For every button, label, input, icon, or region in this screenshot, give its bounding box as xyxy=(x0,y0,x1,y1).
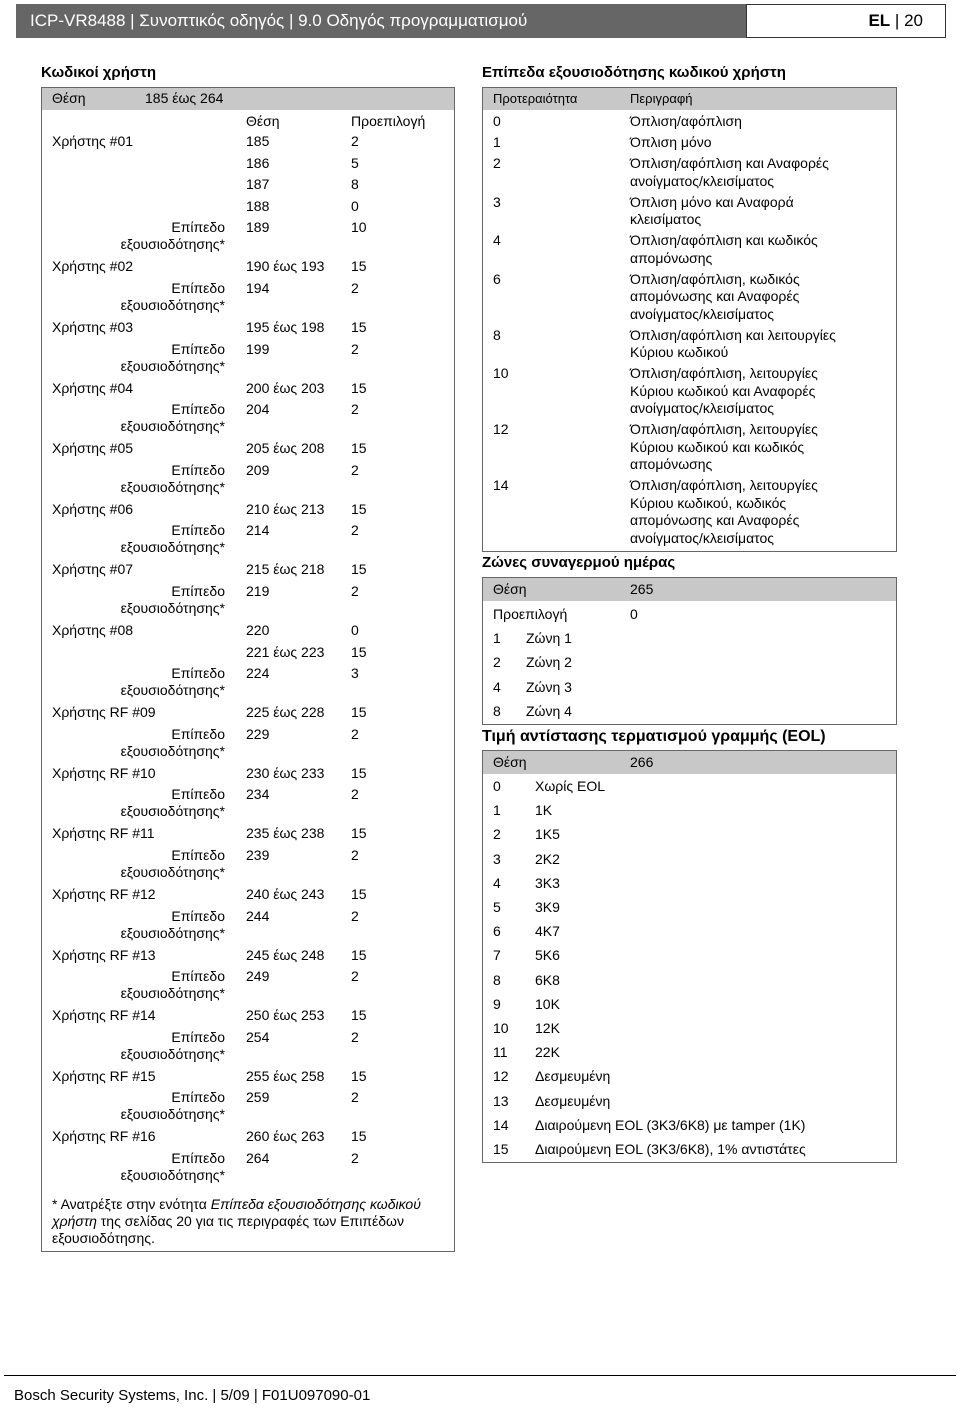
auth-level-label-2: εξουσιοδότησης* xyxy=(120,803,225,820)
priority-value: 1 xyxy=(493,134,501,150)
row-default: 2 xyxy=(351,907,359,924)
row-default: 2 xyxy=(351,133,359,149)
row-default: 15 xyxy=(351,440,367,457)
auth-level-label-2: εξουσιοδότησης* xyxy=(120,600,225,616)
eol-number: 5 xyxy=(493,899,501,915)
row-position: 221 έως 223 xyxy=(246,643,325,660)
zones-def-label: Προεπιλογή xyxy=(493,606,568,622)
description-line: Όπλιση/αφόπλιση και Αναφορές xyxy=(630,155,829,171)
row-default: 15 xyxy=(351,1067,367,1084)
row-position: 219 xyxy=(246,583,270,599)
header-lang: EL xyxy=(868,11,891,30)
eol-value: 3K3 xyxy=(535,874,560,891)
description-line: απομόνωσης xyxy=(630,456,713,472)
col-default: Προεπιλογή xyxy=(351,113,426,129)
row-position: 210 έως 213 xyxy=(246,500,325,517)
user-label: Χρήστης #04 xyxy=(52,379,134,396)
user-label: Χρήστης #08 xyxy=(52,622,134,638)
zone-name: Ζώνη 4 xyxy=(526,703,572,720)
row-position: 240 έως 243 xyxy=(246,886,325,902)
user-label: Χρήστης #02 xyxy=(52,258,134,275)
auth-level-label-2: εξουσιοδότησης* xyxy=(120,924,225,941)
eol-value: Διαιρούμενη EOL (3K3/6K8), 1% αντιστάτες xyxy=(535,1141,806,1157)
auth-level-label-2: εξουσιοδότησης* xyxy=(120,236,225,253)
eol-number: 1 xyxy=(493,802,501,819)
row-default: 2 xyxy=(351,847,359,863)
user-label: Χρήστης RF #14 xyxy=(52,1007,156,1024)
row-position: 186 xyxy=(246,154,270,171)
row-position: 187 xyxy=(246,176,270,193)
zones-table xyxy=(482,577,897,725)
description-line: Όπλιση/αφόπλιση xyxy=(630,113,742,129)
eol-number: 8 xyxy=(493,971,501,988)
eol-title: Τιμή αντίστασης τερματισμού γραμμής (EOL) xyxy=(482,728,826,745)
row-position: 185 xyxy=(246,133,270,149)
zone-number: 2 xyxy=(493,654,501,671)
description-line: Όπλιση/αφόπλιση, λειτουργίες xyxy=(630,477,818,493)
row-position: 255 έως 258 xyxy=(246,1067,325,1084)
auth-level-label: Επίπεδο xyxy=(171,786,225,803)
row-position: 188 xyxy=(246,197,270,214)
zone-number: 4 xyxy=(493,678,501,695)
auth-level-label: Επίπεδο xyxy=(171,219,225,236)
user-label: Χρήστης RF #10 xyxy=(52,764,156,781)
eol-value: 1K5 xyxy=(535,826,560,843)
auth-level-label: Επίπεδο xyxy=(171,1028,225,1045)
footer-text: Bosch Security Systems, Inc. | 5/09 | F01U097090-01 xyxy=(14,1387,371,1404)
position-range: 185 έως 264 xyxy=(145,90,224,106)
description-line: Όπλιση/αφόπλιση και λειτουργίες xyxy=(630,326,836,343)
auth-level-label-2: εξουσιοδότησης* xyxy=(120,1045,225,1062)
row-position: 215 έως 218 xyxy=(246,561,325,578)
priority-value: 0 xyxy=(493,113,501,129)
row-position: 239 xyxy=(246,847,270,863)
eol-pos-row xyxy=(483,751,896,774)
auth-level-label: Επίπεδο xyxy=(171,522,225,539)
priority-value: 8 xyxy=(493,326,501,343)
auth-level-label: Επίπεδο xyxy=(171,1089,225,1106)
row-position: 249 xyxy=(246,968,270,985)
zones-pos-value: 265 xyxy=(630,581,654,597)
eol-value: Δεσμευμένη xyxy=(535,1092,611,1109)
row-default: 15 xyxy=(351,704,367,721)
row-default: 2 xyxy=(351,461,359,478)
row-default: 2 xyxy=(351,1089,359,1106)
row-position: 189 xyxy=(246,219,270,236)
footnote-pre: Ανατρέξτε στην ενότητα xyxy=(60,1196,211,1212)
eol-value: Χωρίς EOL xyxy=(535,778,605,794)
auth-level-label: Επίπεδο xyxy=(171,847,225,863)
col-priority: Προτεραιότητα xyxy=(493,91,578,106)
user-label: Χρήστης RF #16 xyxy=(52,1128,156,1145)
row-default: 15 xyxy=(351,886,367,902)
zones-def-value: 0 xyxy=(630,606,638,622)
eol-value: 4K7 xyxy=(535,923,560,940)
row-default: 15 xyxy=(351,1007,367,1024)
page-header xyxy=(16,4,946,38)
eol-number: 12 xyxy=(493,1068,509,1085)
zone-name: Ζώνη 2 xyxy=(526,654,572,671)
eol-value: 10K xyxy=(535,995,560,1012)
description-line: απομόνωσης και Αναφορές xyxy=(630,288,800,304)
row-default: 2 xyxy=(351,1150,359,1166)
row-position: 199 xyxy=(246,340,270,357)
description-line: ανοίγματος/κλεισίματος xyxy=(630,172,775,189)
zones-title: Ζώνες συναγερμού ημέρας xyxy=(482,554,676,571)
row-default: 2 xyxy=(351,786,359,803)
eol-number: 2 xyxy=(493,826,501,843)
auth-level-label-2: εξουσιοδότησης* xyxy=(120,478,225,495)
row-position: 204 xyxy=(246,401,270,418)
row-position: 224 xyxy=(246,665,270,682)
row-position: 205 έως 208 xyxy=(246,440,325,457)
row-position: 209 xyxy=(246,461,270,478)
zone-number: 1 xyxy=(493,630,501,646)
priority-value: 3 xyxy=(493,193,501,210)
row-position: 250 έως 253 xyxy=(246,1007,325,1024)
eol-value: Διαιρούμενη EOL (3K3/6K8) με tamper (1K) xyxy=(535,1116,806,1133)
priority-value: 12 xyxy=(493,421,509,437)
description-line: Όπλιση/αφόπλιση, λειτουργίες xyxy=(630,365,818,381)
eol-value: 5K6 xyxy=(535,947,560,964)
eol-value: 1K xyxy=(535,802,553,819)
zones-pos-label: Θέση xyxy=(493,581,527,597)
auth-level-label: Επίπεδο xyxy=(171,968,225,985)
row-position: 234 xyxy=(246,786,270,803)
user-label: Χρήστης RF #13 xyxy=(52,946,156,963)
row-position: 200 έως 203 xyxy=(246,379,325,396)
eol-number: 9 xyxy=(493,995,501,1012)
auth-levels-title: Επίπεδα εξουσιοδότησης κωδικού χρήστη xyxy=(482,64,786,81)
description-line: Όπλιση/αφόπλιση, λειτουργίες xyxy=(630,421,818,437)
row-position: 264 xyxy=(246,1150,270,1166)
eol-table xyxy=(482,750,897,1163)
auth-level-label: Επίπεδο xyxy=(171,1150,225,1166)
description-line: Κύριου κωδικού, κωδικός xyxy=(630,494,787,511)
user-codes-table xyxy=(41,87,455,1252)
row-position: 214 xyxy=(246,522,270,539)
auth-level-label: Επίπεδο xyxy=(171,725,225,742)
row-default: 3 xyxy=(351,665,359,682)
description-line: Όπλιση μόνο και Αναφορά xyxy=(630,193,794,210)
row-default: 15 xyxy=(351,500,367,517)
header-page-info: EL | 20 xyxy=(746,4,946,38)
zone-name: Ζώνη 1 xyxy=(526,630,572,646)
eol-number: 0 xyxy=(493,778,501,794)
row-default: 2 xyxy=(351,725,359,742)
row-default: 10 xyxy=(351,219,367,236)
row-position: 190 έως 193 xyxy=(246,258,325,275)
row-default: 2 xyxy=(351,401,359,418)
auth-level-label-2: εξουσιοδότησης* xyxy=(120,864,225,880)
auth-level-label: Επίπεδο xyxy=(171,401,225,418)
eol-number: 15 xyxy=(493,1141,509,1157)
footnote-star: * xyxy=(52,1196,58,1212)
row-default: 2 xyxy=(351,583,359,599)
row-position: 254 xyxy=(246,1028,270,1045)
header-page-number: 20 xyxy=(904,11,923,30)
auth-levels-table xyxy=(482,87,897,552)
user-codes-title: Κωδικοί χρήστη xyxy=(41,64,156,81)
auth-level-label-2: εξουσιοδότησης* xyxy=(120,1167,225,1183)
footnote-post: της σελίδας 20 για τις περιγραφές των Επιπέδων εξουσιοδότησης. xyxy=(52,1213,404,1246)
eol-number: 3 xyxy=(493,850,501,867)
user-label: Χρήστης #05 xyxy=(52,440,134,457)
eol-number: 14 xyxy=(493,1116,509,1133)
col-description: Περιγραφή xyxy=(630,91,693,106)
description-line: Κύριου κωδικού και κωδικός xyxy=(630,438,805,455)
eol-value: 22K xyxy=(535,1044,560,1061)
row-position: 194 xyxy=(246,280,270,296)
description-line: ανοίγματος/κλεισίματος xyxy=(630,529,775,546)
user-label: Χρήστης RF #12 xyxy=(52,886,156,902)
auth-level-label-2: εξουσιοδότησης* xyxy=(120,985,225,1002)
footnote xyxy=(52,1196,442,1247)
description-line: Όπλιση/αφόπλιση και κωδικός xyxy=(630,232,818,248)
user-label: Χρήστης #06 xyxy=(52,500,134,517)
description-line: απομόνωσης και Αναφορές xyxy=(630,512,800,528)
row-position: 260 έως 263 xyxy=(246,1128,325,1145)
position-label: Θέση xyxy=(52,90,86,106)
footer-divider xyxy=(4,1375,956,1376)
priority-value: 6 xyxy=(493,270,501,287)
row-default: 15 xyxy=(351,1128,367,1145)
auth-level-label: Επίπεδο xyxy=(171,583,225,599)
row-position: 235 έως 238 xyxy=(246,825,325,842)
user-label: Χρήστης RF #09 xyxy=(52,704,156,721)
description-line: Όπλιση/αφόπλιση, κωδικός xyxy=(630,270,800,287)
row-position: 259 xyxy=(246,1089,270,1106)
zone-number: 8 xyxy=(493,703,501,720)
row-default: 15 xyxy=(351,825,367,842)
zones-pos-row xyxy=(483,578,896,601)
eol-number: 7 xyxy=(493,947,501,964)
position-range-row xyxy=(42,88,454,110)
auth-level-label: Επίπεδο xyxy=(171,907,225,924)
auth-level-label: Επίπεδο xyxy=(171,461,225,478)
row-position: 245 έως 248 xyxy=(246,946,325,963)
row-default: 2 xyxy=(351,1028,359,1045)
eol-value: 2K2 xyxy=(535,850,560,867)
eol-pos-value: 266 xyxy=(630,754,654,770)
row-default: 15 xyxy=(351,643,367,660)
priority-value: 2 xyxy=(493,155,501,171)
auth-level-label-2: εξουσιοδότησης* xyxy=(120,742,225,759)
user-label: Χρήστης #03 xyxy=(52,319,134,335)
user-label: Χρήστης #01 xyxy=(52,133,134,149)
auth-level-label-2: εξουσιοδότησης* xyxy=(120,682,225,699)
row-position: 244 xyxy=(246,907,270,924)
row-default: 2 xyxy=(351,522,359,539)
eol-number: 10 xyxy=(493,1020,509,1036)
row-default: 15 xyxy=(351,258,367,275)
description-line: Κύριου κωδικού xyxy=(630,344,729,360)
row-default: 0 xyxy=(351,197,359,214)
eol-number: 13 xyxy=(493,1092,509,1109)
auth-level-label-2: εξουσιοδότησης* xyxy=(120,539,225,556)
row-default: 15 xyxy=(351,764,367,781)
auth-level-label-2: εξουσιοδότησης* xyxy=(120,418,225,435)
footnote-link: Επίπεδα εξουσιοδότησης κωδικού χρήστη xyxy=(52,1196,421,1229)
row-default: 8 xyxy=(351,176,359,193)
col-position: Θέση xyxy=(246,113,280,129)
row-default: 2 xyxy=(351,968,359,985)
eol-number: 6 xyxy=(493,923,501,940)
row-position: 195 έως 198 xyxy=(246,319,325,335)
eol-value: 3K9 xyxy=(535,899,560,915)
user-label: Χρήστης #07 xyxy=(52,561,134,578)
auth-level-label-2: εξουσιοδότησης* xyxy=(120,1106,225,1123)
auth-level-label: Επίπεδο xyxy=(171,280,225,296)
auth-level-label: Επίπεδο xyxy=(171,665,225,682)
eol-number: 4 xyxy=(493,874,501,891)
eol-value: 6K8 xyxy=(535,971,560,988)
priority-value: 14 xyxy=(493,477,509,493)
row-default: 5 xyxy=(351,154,359,171)
description-line: ανοίγματος/κλεισίματος xyxy=(630,305,775,322)
zone-name: Ζώνη 3 xyxy=(526,678,572,695)
auth-level-label-2: εξουσιοδότησης* xyxy=(120,357,225,374)
description-line: Κύριου κωδικού και Αναφορές xyxy=(630,382,816,399)
row-default: 15 xyxy=(351,561,367,578)
user-label: Χρήστης RF #15 xyxy=(52,1067,156,1084)
row-default: 0 xyxy=(351,622,359,638)
row-default: 2 xyxy=(351,340,359,357)
row-position: 220 xyxy=(246,622,270,638)
row-position: 230 έως 233 xyxy=(246,764,325,781)
row-position: 225 έως 228 xyxy=(246,704,325,721)
row-default: 15 xyxy=(351,379,367,396)
priority-value: 10 xyxy=(493,365,509,381)
row-default: 15 xyxy=(351,319,367,335)
priority-value: 4 xyxy=(493,232,501,248)
header-title: ICP-VR8488 | Συνοπτικός οδηγός | 9.0 Οδηγός προγραμματισμού xyxy=(16,4,746,38)
row-default: 2 xyxy=(351,280,359,296)
eol-value: 12K xyxy=(535,1020,560,1036)
description-line: Όπλιση μόνο xyxy=(630,134,712,150)
auth-level-label-2: εξουσιοδότησης* xyxy=(120,297,225,313)
eol-pos-label: Θέση xyxy=(493,754,527,770)
row-default: 15 xyxy=(351,946,367,963)
description-line: κλεισίματος xyxy=(630,211,702,227)
description-line: ανοίγματος/κλεισίματος xyxy=(630,400,775,416)
eol-number: 11 xyxy=(493,1044,508,1061)
eol-value: Δεσμευμένη xyxy=(535,1068,611,1085)
auth-level-label: Επίπεδο xyxy=(171,340,225,357)
row-position: 229 xyxy=(246,725,270,742)
user-label: Χρήστης RF #11 xyxy=(52,825,155,842)
description-line: απομόνωσης xyxy=(630,249,713,266)
